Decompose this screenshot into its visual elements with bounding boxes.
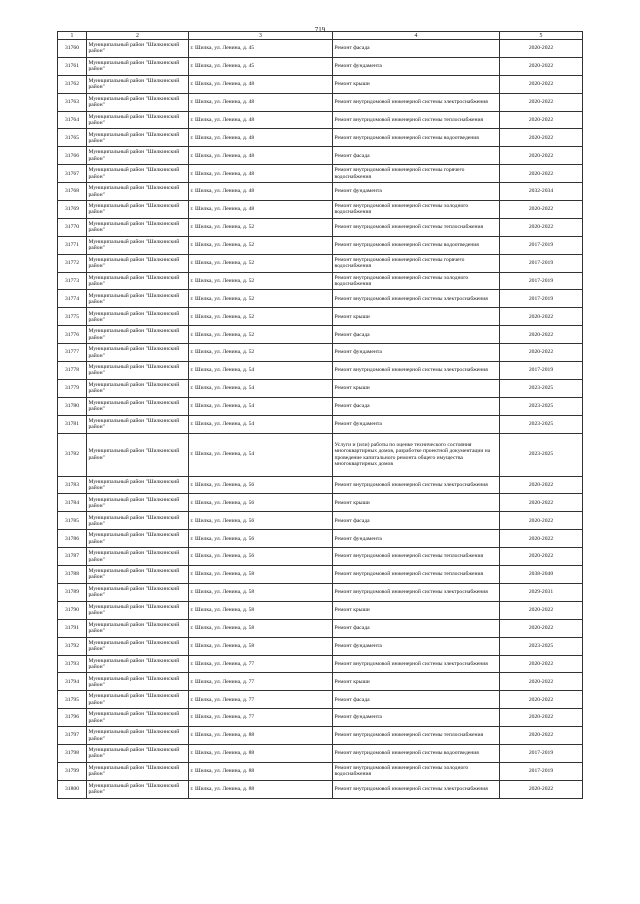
address-cell: г. Шилка, ул. Ленина, д. 52 bbox=[189, 254, 333, 272]
work-type-cell: Ремонт внутридомовой инженерной системы электроснабжения bbox=[333, 290, 500, 308]
table-row bbox=[58, 601, 583, 619]
municipality-cell: Муниципальный район "Шилкинский район" bbox=[87, 93, 189, 111]
address-cell: г. Шилка, ул. Ленина, д. 48 bbox=[189, 147, 333, 165]
work-type-cell: Ремонт крыши bbox=[333, 75, 500, 93]
table-row bbox=[58, 308, 583, 326]
work-type-cell: Ремонт фасада bbox=[333, 397, 500, 415]
row-id-cell: 31767 bbox=[58, 165, 87, 183]
row-id-cell: 31763 bbox=[58, 93, 87, 111]
row-id-cell: 31788 bbox=[58, 566, 87, 584]
row-id-cell: 31798 bbox=[58, 744, 87, 762]
table-row bbox=[58, 236, 583, 254]
municipality-cell: Муниципальный район "Шилкинский район" bbox=[87, 272, 189, 290]
municipality-cell: Муниципальный район "Шилкинский район" bbox=[87, 583, 189, 601]
work-type-cell: Ремонт фундамента bbox=[333, 57, 500, 75]
municipality-cell: Муниципальный район "Шилкинский район" bbox=[87, 566, 189, 584]
work-type-cell: Ремонт внутридомовой инженерной системы теплоснабжения bbox=[333, 218, 500, 236]
municipality-cell: Муниципальный район "Шилкинский район" bbox=[87, 530, 189, 548]
table-row bbox=[58, 530, 583, 548]
table-row bbox=[58, 637, 583, 655]
row-id-cell: 31760 bbox=[58, 40, 87, 58]
row-id-cell: 31778 bbox=[58, 362, 87, 380]
row-id-cell: 31773 bbox=[58, 272, 87, 290]
municipality-cell: Муниципальный район "Шилкинский район" bbox=[87, 494, 189, 512]
table-row bbox=[58, 75, 583, 93]
period-cell: 2020-2022 bbox=[500, 75, 583, 93]
table-row bbox=[58, 512, 583, 530]
table-row bbox=[58, 494, 583, 512]
work-type-cell: Ремонт внутридомовой инженерной системы горячего водоснабжения bbox=[333, 254, 500, 272]
address-cell: г. Шилка, ул. Ленина, д. 77 bbox=[189, 655, 333, 673]
row-id-cell: 31776 bbox=[58, 326, 87, 344]
period-cell: 2020-2022 bbox=[500, 691, 583, 709]
address-cell: г. Шилка, ул. Ленина, д. 52 bbox=[189, 236, 333, 254]
work-type-cell: Ремонт крыши bbox=[333, 494, 500, 512]
period-cell: 2020-2022 bbox=[500, 93, 583, 111]
work-type-cell: Ремонт внутридомовой инженерной системы теплоснабжения bbox=[333, 548, 500, 566]
row-id-cell: 31792 bbox=[58, 637, 87, 655]
table-row bbox=[58, 344, 583, 362]
address-cell: г. Шилка, ул. Ленина, д. 52 bbox=[189, 218, 333, 236]
period-cell: 2017-2019 bbox=[500, 362, 583, 380]
row-id-cell: 31770 bbox=[58, 218, 87, 236]
municipality-cell: Муниципальный район "Шилкинский район" bbox=[87, 476, 189, 494]
period-cell: 2020-2022 bbox=[500, 494, 583, 512]
address-cell: г. Шилка, ул. Ленина, д. 52 bbox=[189, 344, 333, 362]
period-cell: 2017-2019 bbox=[500, 254, 583, 272]
period-cell: 2020-2022 bbox=[500, 344, 583, 362]
address-cell: г. Шилка, ул. Ленина, д. 54 bbox=[189, 379, 333, 397]
municipality-cell: Муниципальный район "Шилкинский район" bbox=[87, 254, 189, 272]
row-id-cell: 31787 bbox=[58, 548, 87, 566]
row-id-cell: 31794 bbox=[58, 673, 87, 691]
period-cell: 2020-2022 bbox=[500, 308, 583, 326]
table-row bbox=[58, 254, 583, 272]
address-cell: г. Шилка, ул. Ленина, д. 88 bbox=[189, 780, 333, 798]
period-cell: 2017-2019 bbox=[500, 744, 583, 762]
work-type-cell: Ремонт фундамента bbox=[333, 709, 500, 727]
period-cell: 2023-2025 bbox=[500, 415, 583, 433]
municipality-cell: Муниципальный район "Шилкинский район" bbox=[87, 183, 189, 201]
address-cell: г. Шилка, ул. Ленина, д. 54 bbox=[189, 397, 333, 415]
period-cell: 2029-2031 bbox=[500, 583, 583, 601]
table-row bbox=[58, 619, 583, 637]
table-row bbox=[58, 183, 583, 201]
period-cell: 2020-2022 bbox=[500, 548, 583, 566]
address-cell: г. Шилка, ул. Ленина, д. 58 bbox=[189, 601, 333, 619]
municipality-cell: Муниципальный район "Шилкинский район" bbox=[87, 165, 189, 183]
column-header: 5 bbox=[500, 32, 583, 40]
address-cell: г. Шилка, ул. Ленина, д. 56 bbox=[189, 476, 333, 494]
address-cell: г. Шилка, ул. Ленина, д. 48 bbox=[189, 75, 333, 93]
row-id-cell: 31762 bbox=[58, 75, 87, 93]
work-type-cell: Ремонт фундамента bbox=[333, 183, 500, 201]
work-type-cell: Ремонт фасада bbox=[333, 691, 500, 709]
period-cell: 2020-2022 bbox=[500, 165, 583, 183]
municipality-cell: Муниципальный район "Шилкинский район" bbox=[87, 548, 189, 566]
work-type-cell: Ремонт фундамента bbox=[333, 637, 500, 655]
row-id-cell: 31777 bbox=[58, 344, 87, 362]
period-cell: 2020-2022 bbox=[500, 476, 583, 494]
municipality-cell: Муниципальный район "Шилкинский район" bbox=[87, 601, 189, 619]
work-type-cell: Ремонт крыши bbox=[333, 308, 500, 326]
work-type-cell: Ремонт внутридомовой инженерной системы электроснабжения bbox=[333, 583, 500, 601]
municipality-cell: Муниципальный район "Шилкинский район" bbox=[87, 762, 189, 780]
address-cell: г. Шилка, ул. Ленина, д. 56 bbox=[189, 494, 333, 512]
row-id-cell: 31797 bbox=[58, 727, 87, 745]
period-cell: 2020-2022 bbox=[500, 147, 583, 165]
period-cell: 2023-2025 bbox=[500, 637, 583, 655]
row-id-cell: 31799 bbox=[58, 762, 87, 780]
work-type-cell: Ремонт внутридомовой инженерной системы теплоснабжения bbox=[333, 566, 500, 584]
municipality-cell: Муниципальный район "Шилкинский район" bbox=[87, 344, 189, 362]
period-cell: 2032-2034 bbox=[500, 183, 583, 201]
address-cell: г. Шилка, ул. Ленина, д. 88 bbox=[189, 762, 333, 780]
work-type-cell: Ремонт фасада bbox=[333, 40, 500, 58]
table-row bbox=[58, 780, 583, 798]
municipality-cell: Муниципальный район "Шилкинский район" bbox=[87, 218, 189, 236]
municipality-cell: Муниципальный район "Шилкинский район" bbox=[87, 673, 189, 691]
period-cell: 2023-2025 bbox=[500, 433, 583, 476]
table-row bbox=[58, 272, 583, 290]
table-row bbox=[58, 655, 583, 673]
table-row bbox=[58, 548, 583, 566]
work-type-cell: Ремонт крыши bbox=[333, 673, 500, 691]
address-cell: г. Шилка, ул. Ленина, д. 88 bbox=[189, 727, 333, 745]
table-row bbox=[58, 727, 583, 745]
table-row bbox=[58, 218, 583, 236]
address-cell: г. Шилка, ул. Ленина, д. 54 bbox=[189, 433, 333, 476]
municipality-cell: Муниципальный район "Шилкинский район" bbox=[87, 129, 189, 147]
work-type-cell: Ремонт фасада bbox=[333, 147, 500, 165]
work-type-cell: Ремонт фасада bbox=[333, 619, 500, 637]
row-id-cell: 31765 bbox=[58, 129, 87, 147]
address-cell: г. Шилка, ул. Ленина, д. 56 bbox=[189, 548, 333, 566]
column-header: 3 bbox=[189, 32, 333, 40]
municipality-cell: Муниципальный район "Шилкинский район" bbox=[87, 40, 189, 58]
row-id-cell: 31782 bbox=[58, 433, 87, 476]
municipality-cell: Муниципальный район "Шилкинский район" bbox=[87, 308, 189, 326]
address-cell: г. Шилка, ул. Ленина, д. 58 bbox=[189, 566, 333, 584]
column-header: 1 bbox=[58, 32, 87, 40]
row-id-cell: 31769 bbox=[58, 201, 87, 219]
row-id-cell: 31775 bbox=[58, 308, 87, 326]
work-type-cell: Услуги и (или) работы по оценке технического состояния многоквартирных домов, разработке проектной документации на проведение капитального ремонта общего имущества многоквартирных домов bbox=[333, 433, 500, 476]
work-type-cell: Ремонт внутридомовой инженерной системы электроснабжения bbox=[333, 780, 500, 798]
period-cell: 2020-2022 bbox=[500, 512, 583, 530]
work-type-cell: Ремонт крыши bbox=[333, 601, 500, 619]
row-id-cell: 31793 bbox=[58, 655, 87, 673]
table-row bbox=[58, 93, 583, 111]
period-cell: 2020-2022 bbox=[500, 727, 583, 745]
municipality-cell: Муниципальный район "Шилкинский район" bbox=[87, 236, 189, 254]
period-cell: 2023-2025 bbox=[500, 379, 583, 397]
municipality-cell: Муниципальный район "Шилкинский район" bbox=[87, 415, 189, 433]
page-number: 719 bbox=[314, 26, 326, 34]
period-cell: 2020-2022 bbox=[500, 111, 583, 129]
address-cell: г. Шилка, ул. Ленина, д. 45 bbox=[189, 40, 333, 58]
column-header: 4 bbox=[333, 32, 500, 40]
period-cell: 2023-2025 bbox=[500, 397, 583, 415]
table-row bbox=[58, 290, 583, 308]
period-cell: 2020-2022 bbox=[500, 326, 583, 344]
municipality-cell: Муниципальный район "Шилкинский район" bbox=[87, 362, 189, 380]
row-id-cell: 31766 bbox=[58, 147, 87, 165]
table-row bbox=[58, 415, 583, 433]
municipality-cell: Муниципальный район "Шилкинский район" bbox=[87, 75, 189, 93]
municipality-cell: Муниципальный район "Шилкинский район" bbox=[87, 326, 189, 344]
repair-schedule-table bbox=[57, 31, 583, 799]
address-cell: г. Шилка, ул. Ленина, д. 48 bbox=[189, 129, 333, 147]
work-type-cell: Ремонт фундамента bbox=[333, 530, 500, 548]
municipality-cell: Муниципальный район "Шилкинский район" bbox=[87, 655, 189, 673]
period-cell: 2020-2022 bbox=[500, 709, 583, 727]
period-cell: 2017-2019 bbox=[500, 272, 583, 290]
period-cell: 2020-2022 bbox=[500, 218, 583, 236]
work-type-cell: Ремонт внутридомовой инженерной системы холодного водоснабжения bbox=[333, 201, 500, 219]
work-type-cell: Ремонт внутридомовой инженерной системы электроснабжения bbox=[333, 655, 500, 673]
municipality-cell: Муниципальный район "Шилкинский район" bbox=[87, 780, 189, 798]
address-cell: г. Шилка, ул. Ленина, д. 77 bbox=[189, 673, 333, 691]
municipality-cell: Муниципальный район "Шилкинский район" bbox=[87, 57, 189, 75]
municipality-cell: Муниципальный район "Шилкинский район" bbox=[87, 727, 189, 745]
address-cell: г. Шилка, ул. Ленина, д. 54 bbox=[189, 415, 333, 433]
work-type-cell: Ремонт фундамента bbox=[333, 344, 500, 362]
table-row bbox=[58, 379, 583, 397]
column-header: 2 bbox=[87, 32, 189, 40]
address-cell: г. Шилка, ул. Ленина, д. 88 bbox=[189, 744, 333, 762]
address-cell: г. Шилка, ул. Ленина, д. 48 bbox=[189, 111, 333, 129]
column-number-row bbox=[58, 32, 583, 40]
address-cell: г. Шилка, ул. Ленина, д. 77 bbox=[189, 691, 333, 709]
work-type-cell: Ремонт фундамента bbox=[333, 415, 500, 433]
table-row bbox=[58, 762, 583, 780]
municipality-cell: Муниципальный район "Шилкинский район" bbox=[87, 512, 189, 530]
row-id-cell: 31789 bbox=[58, 583, 87, 601]
row-id-cell: 31768 bbox=[58, 183, 87, 201]
municipality-cell: Муниципальный район "Шилкинский район" bbox=[87, 744, 189, 762]
row-id-cell: 31781 bbox=[58, 415, 87, 433]
period-cell: 2017-2019 bbox=[500, 290, 583, 308]
address-cell: г. Шилка, ул. Ленина, д. 56 bbox=[189, 512, 333, 530]
period-cell: 2038-2040 bbox=[500, 566, 583, 584]
table-row bbox=[58, 111, 583, 129]
period-cell: 2020-2022 bbox=[500, 619, 583, 637]
address-cell: г. Шилка, ул. Ленина, д. 58 bbox=[189, 583, 333, 601]
table-row bbox=[58, 165, 583, 183]
municipality-cell: Муниципальный район "Шилкинский район" bbox=[87, 619, 189, 637]
table-row bbox=[58, 326, 583, 344]
address-cell: г. Шилка, ул. Ленина, д. 45 bbox=[189, 57, 333, 75]
table-row bbox=[58, 673, 583, 691]
municipality-cell: Муниципальный район "Шилкинский район" bbox=[87, 637, 189, 655]
work-type-cell: Ремонт внутридомовой инженерной системы горячего водоснабжения bbox=[333, 165, 500, 183]
period-cell: 2020-2022 bbox=[500, 655, 583, 673]
work-type-cell: Ремонт внутридомовой инженерной системы электроснабжения bbox=[333, 476, 500, 494]
municipality-cell: Муниципальный район "Шилкинский район" bbox=[87, 147, 189, 165]
address-cell: г. Шилка, ул. Ленина, д. 56 bbox=[189, 530, 333, 548]
work-type-cell: Ремонт крыши bbox=[333, 379, 500, 397]
row-id-cell: 31796 bbox=[58, 709, 87, 727]
table-row bbox=[58, 566, 583, 584]
address-cell: г. Шилка, ул. Ленина, д. 58 bbox=[189, 619, 333, 637]
work-type-cell: Ремонт внутридомовой инженерной системы водоотведения bbox=[333, 236, 500, 254]
row-id-cell: 31790 bbox=[58, 601, 87, 619]
work-type-cell: Ремонт внутридомовой инженерной системы электроснабжения bbox=[333, 362, 500, 380]
table-row bbox=[58, 397, 583, 415]
address-cell: г. Шилка, ул. Ленина, д. 52 bbox=[189, 290, 333, 308]
work-type-cell: Ремонт внутридомовой инженерной системы водоотведения bbox=[333, 129, 500, 147]
work-type-cell: Ремонт внутридомовой инженерной системы теплоснабжения bbox=[333, 111, 500, 129]
row-id-cell: 31783 bbox=[58, 476, 87, 494]
work-type-cell: Ремонт внутридомовой инженерной системы электроснабжения bbox=[333, 93, 500, 111]
address-cell: г. Шилка, ул. Ленина, д. 77 bbox=[189, 709, 333, 727]
municipality-cell: Муниципальный район "Шилкинский район" bbox=[87, 397, 189, 415]
table-row bbox=[58, 583, 583, 601]
period-cell: 2017-2019 bbox=[500, 762, 583, 780]
row-id-cell: 31764 bbox=[58, 111, 87, 129]
table-row bbox=[58, 476, 583, 494]
table-row bbox=[58, 744, 583, 762]
row-id-cell: 31786 bbox=[58, 530, 87, 548]
row-id-cell: 31800 bbox=[58, 780, 87, 798]
table-row bbox=[58, 362, 583, 380]
address-cell: г. Шилка, ул. Ленина, д. 52 bbox=[189, 272, 333, 290]
address-cell: г. Шилка, ул. Ленина, д. 48 bbox=[189, 165, 333, 183]
table-row bbox=[58, 433, 583, 476]
work-type-cell: Ремонт внутридомовой инженерной системы водоотведения bbox=[333, 744, 500, 762]
table-row bbox=[58, 57, 583, 75]
municipality-cell: Муниципальный район "Шилкинский район" bbox=[87, 290, 189, 308]
period-cell: 2020-2022 bbox=[500, 129, 583, 147]
address-cell: г. Шилка, ул. Ленина, д. 52 bbox=[189, 326, 333, 344]
row-id-cell: 31772 bbox=[58, 254, 87, 272]
row-id-cell: 31795 bbox=[58, 691, 87, 709]
municipality-cell: Муниципальный район "Шилкинский район" bbox=[87, 201, 189, 219]
address-cell: г. Шилка, ул. Ленина, д. 48 bbox=[189, 183, 333, 201]
row-id-cell: 31779 bbox=[58, 379, 87, 397]
work-type-cell: Ремонт фасада bbox=[333, 326, 500, 344]
table-row bbox=[58, 129, 583, 147]
period-cell: 2020-2022 bbox=[500, 57, 583, 75]
work-type-cell: Ремонт внутридомовой инженерной системы холодного водоснабжения bbox=[333, 272, 500, 290]
address-cell: г. Шилка, ул. Ленина, д. 48 bbox=[189, 93, 333, 111]
address-cell: г. Шилка, ул. Ленина, д. 48 bbox=[189, 201, 333, 219]
period-cell: 2017-2019 bbox=[500, 236, 583, 254]
municipality-cell: Муниципальный район "Шилкинский район" bbox=[87, 433, 189, 476]
table-row bbox=[58, 147, 583, 165]
period-cell: 2020-2022 bbox=[500, 530, 583, 548]
table-row bbox=[58, 40, 583, 58]
period-cell: 2020-2022 bbox=[500, 201, 583, 219]
row-id-cell: 31761 bbox=[58, 57, 87, 75]
period-cell: 2020-2022 bbox=[500, 601, 583, 619]
municipality-cell: Муниципальный район "Шилкинский район" bbox=[87, 691, 189, 709]
period-cell: 2020-2022 bbox=[500, 673, 583, 691]
row-id-cell: 31785 bbox=[58, 512, 87, 530]
municipality-cell: Муниципальный район "Шилкинский район" bbox=[87, 111, 189, 129]
table-row bbox=[58, 691, 583, 709]
municipality-cell: Муниципальный район "Шилкинский район" bbox=[87, 709, 189, 727]
table-row bbox=[58, 201, 583, 219]
address-cell: г. Шилка, ул. Ленина, д. 58 bbox=[189, 637, 333, 655]
work-type-cell: Ремонт внутридомовой инженерной системы холодного водоснабжения bbox=[333, 762, 500, 780]
municipality-cell: Муниципальный район "Шилкинский район" bbox=[87, 379, 189, 397]
row-id-cell: 31784 bbox=[58, 494, 87, 512]
address-cell: г. Шилка, ул. Ленина, д. 52 bbox=[189, 308, 333, 326]
period-cell: 2020-2022 bbox=[500, 40, 583, 58]
period-cell: 2020-2022 bbox=[500, 780, 583, 798]
row-id-cell: 31771 bbox=[58, 236, 87, 254]
row-id-cell: 31780 bbox=[58, 397, 87, 415]
table-row bbox=[58, 709, 583, 727]
row-id-cell: 31774 bbox=[58, 290, 87, 308]
work-type-cell: Ремонт внутридомовой инженерной системы теплоснабжения bbox=[333, 727, 500, 745]
address-cell: г. Шилка, ул. Ленина, д. 54 bbox=[189, 362, 333, 380]
work-type-cell: Ремонт фасада bbox=[333, 512, 500, 530]
row-id-cell: 31791 bbox=[58, 619, 87, 637]
